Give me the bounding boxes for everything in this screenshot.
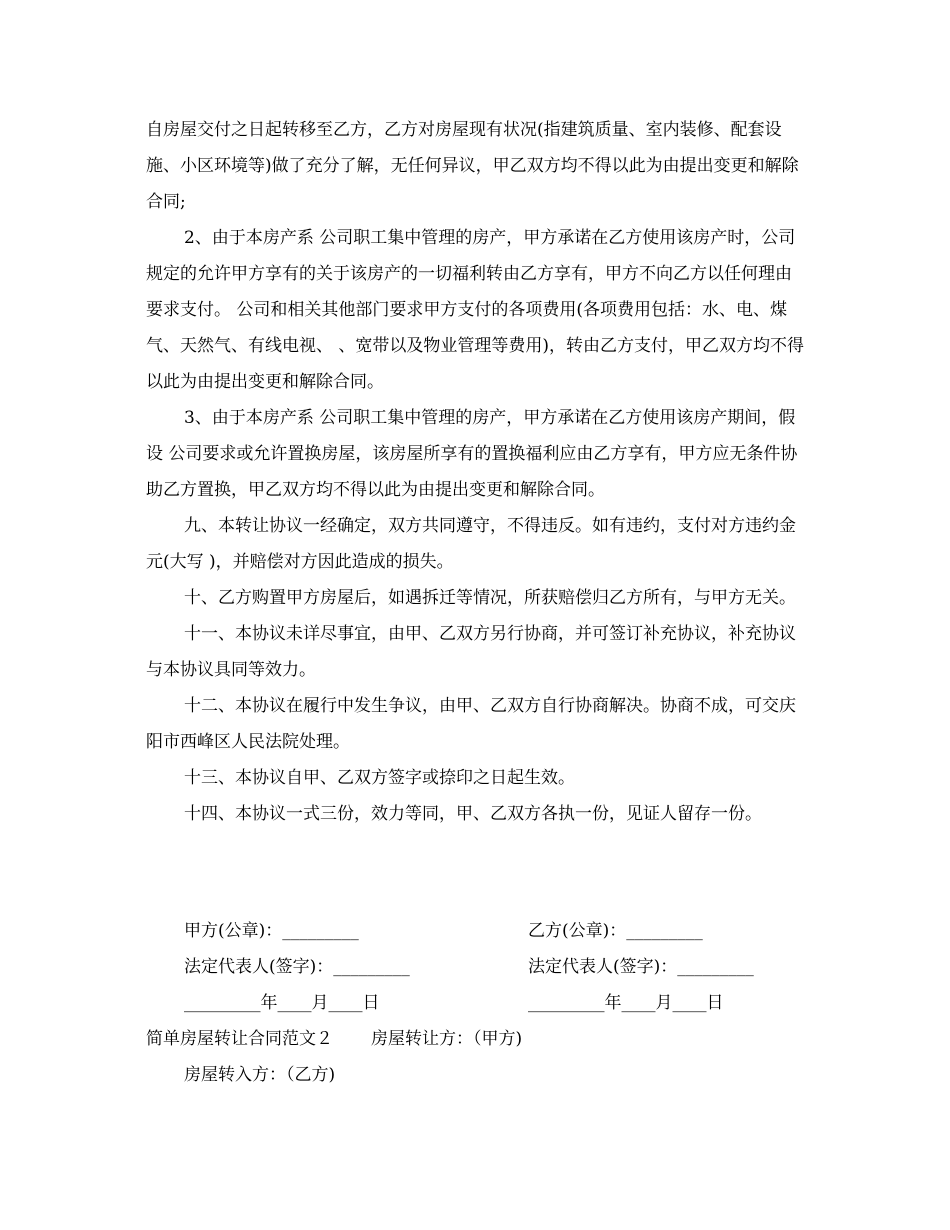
paragraph-article-10: 十、乙方购置甲方房屋后，如遇拆迁等情况，所获赔偿归乙方所有，与甲方无关。 [184, 588, 796, 608]
party-a-representative-line: 法定代表人(签字)：_________ [184, 957, 410, 977]
paragraph-article-11: 十一、本协议未详尽事宜，由甲、乙双方另行协商，并可签订补充协议，补充协议与本协议具同等效力。 [146, 624, 796, 680]
party-b-date-line: _________年____月____日 [528, 993, 724, 1013]
paragraph-article-9: 九、本转让协议一经确定，双方共同遵守，不得违反。如有违约，支付对方违约金 元(大写 )，并赔偿对方因此造成的损失。 [146, 516, 796, 572]
section-title: 简单房屋转让合同范文２ [146, 1029, 333, 1049]
party-b-seal-line: 乙方(公章)：_________ [528, 921, 703, 941]
party-a-seal-line: 甲方(公章)：_________ [184, 921, 359, 941]
party-b-representative-line: 法定代表人(签字)：_________ [528, 957, 754, 977]
party-a-date-line: _________年____月____日 [184, 993, 380, 1013]
paragraph-article-12: 十二、本协议在履行中发生争议，由甲、乙双方自行协商解决。协商不成，可交庆阳市西峰区人民法院处理。 [146, 696, 796, 752]
paragraph-article-13: 十三、本协议自甲、乙双方签字或捺印之日起生效。 [184, 768, 575, 788]
transferee-label: 房屋转入方：（乙方) [184, 1065, 336, 1085]
contract-body [146, 112, 806, 832]
paragraph-article-14: 十四、本协议一式三份，效力等同，甲、乙双方各执一份，见证人留存一份。 [184, 804, 762, 824]
paragraph-clause-3: 3、由于本房产系 公司职工集中管理的房产，甲方承诺在乙方使用该房产期间，假设 公司要求或允许置换房屋，该房屋所享有的置换福利应由乙方享有，甲方应无条件协助乙方置换，甲乙双方均不得以此为由提出变更和解除合同。 [146, 408, 798, 500]
paragraph-clause-2: 2、由于本房产系 公司职工集中管理的房产，甲方承诺在乙方使用该房产时，公司规定的允许甲方享有的关于该房产的一切福利转由乙方享有，甲方不向乙方以任何理由要求支付。 公司和相关其他部门要求甲方支付的各项费用(各项费用包括：水、电、煤气、天然气、有线电视、 、宽带以及物业管理等费用)，转由乙方支付，甲乙双方均不得以此为由提出变更和解除合同。 [146, 228, 805, 392]
paragraph-continuation: 自房屋交付之日起转移至乙方，乙方对房屋现有状况(指建筑质量、室内装修、配套设施、小区环境等)做了充分了解，无任何异议，甲乙双方均不得以此为由提出变更和解除合同; [146, 120, 799, 212]
transferor-label: 房屋转让方：（甲方) [371, 1029, 523, 1049]
section-title-line [146, 1021, 522, 1057]
